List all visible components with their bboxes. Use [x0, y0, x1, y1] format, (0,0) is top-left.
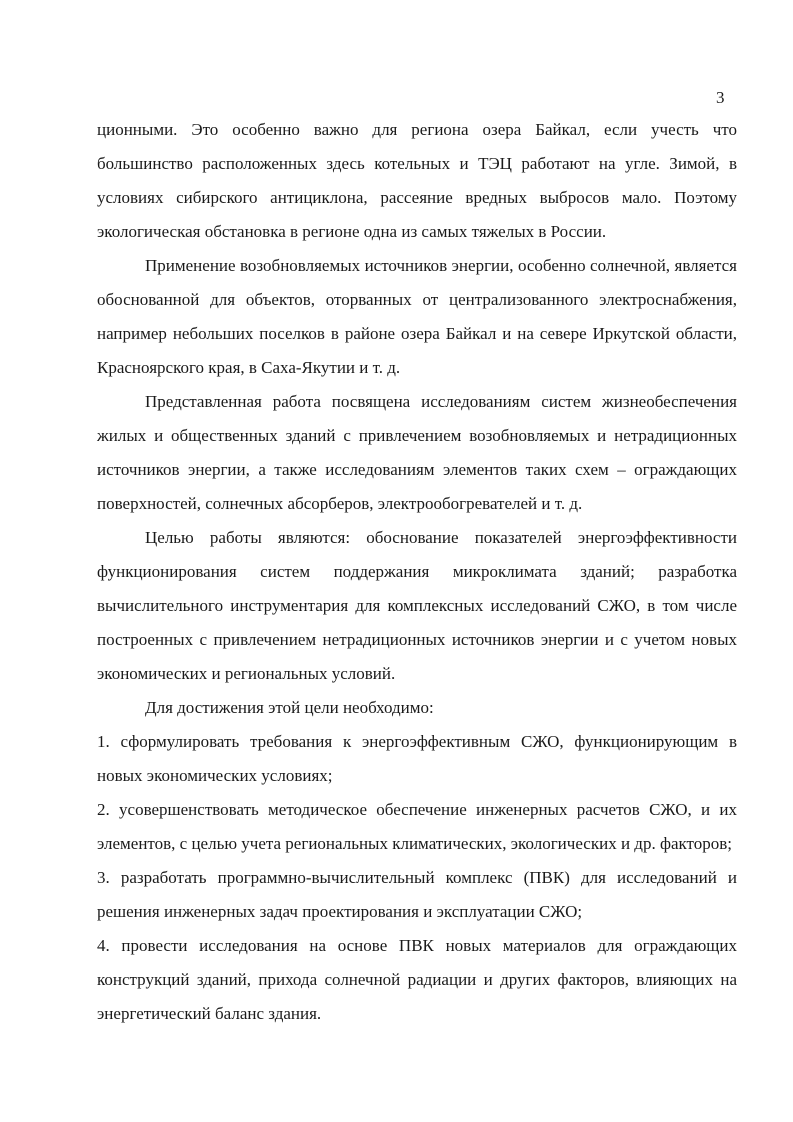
paragraph-tasks-intro: Для достижения этой цели необходимо: — [145, 698, 434, 717]
page-number: 3 — [716, 88, 725, 107]
list-item-4: 4. провести исследования на основе ПВК новых материалов для ограждающих конструкций зданий, прихода солнечной радиации и других факторов, влияющих на энергетический баланс здания. — [97, 936, 737, 1023]
paragraph-renewable-energy: Применение возобновляемых источников энергии, особенно солнечной, является обоснованной для объектов, оторванных от централизованного электроснабжения, например небольших поселков в районе озера Байкал и на севере Иркутской области, Красноярского края, в Саха-Якутии и т. д. — [97, 256, 737, 377]
body-text — [97, 113, 737, 1031]
list-item-1: 1. сформулировать требования к энергоэффективным СЖО, функционирующим в новых экономических условиях; — [97, 732, 737, 785]
list-item-2: 2. усовершенствовать методическое обеспечение инженерных расчетов СЖО, и их элементов, с целью учета региональных климатических, экологических и др. факторов; — [97, 800, 737, 853]
paragraph-continuation: ционными. Это особенно важно для региона озера Байкал, если учесть что большинство расположенных здесь котельных и ТЭЦ работают на угле. Зимой, в условиях сибирского антициклона, рассеяние вредных выбросов мало. Поэтому экологическая обстановка в регионе одна из самых тяжелых в России. — [97, 120, 737, 241]
paragraph-work-subject: Представленная работа посвящена исследованиям систем жизнеобеспечения жилых и общественных зданий с привлечением возобновляемых и нетрадиционных источников энергии, а также исследованиям элементов таких схем – ограждающих поверхностей, солнечных абсорберов, электрообогревателей и т. д. — [97, 392, 737, 513]
list-item-3: 3. разработать программно-вычислительный комплекс (ПВК) для исследований и решения инженерных задач проектирования и эксплуатации СЖО; — [97, 868, 737, 921]
paragraph-work-goal: Целью работы являются: обоснование показателей энергоэффективности функционирования систем поддержания микроклимата зданий; разработка вычислительного инструментария для комплексных исследований СЖО, в том числе построенных с привлечением нетрадиционных источников энергии и с учетом новых экономических и региональных условий. — [97, 528, 737, 683]
